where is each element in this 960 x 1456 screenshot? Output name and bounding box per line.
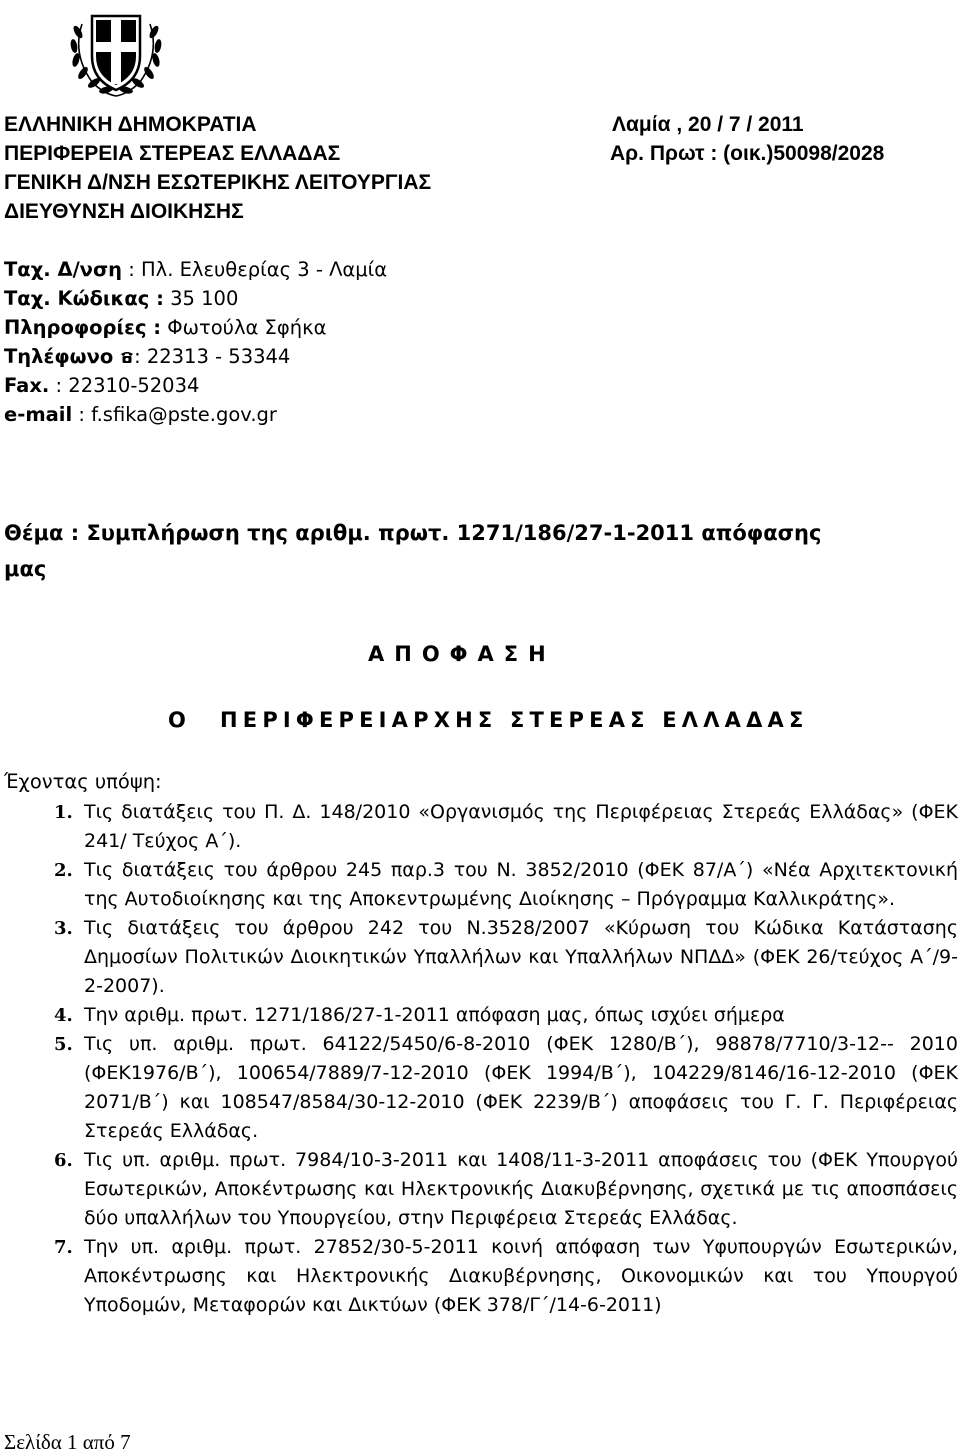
decision-issuer-article: Ο <box>168 708 186 732</box>
coat-of-arms-icon <box>62 4 170 100</box>
issuer-header <box>4 110 431 226</box>
contact-address <box>4 255 387 284</box>
contact-email <box>4 400 387 429</box>
item-text: Τις διατάξεις του άρθρου 245 παρ.3 του Ν. 3852/2010 (ΦΕΚ 87/Α΄) «Νέα Αρχιτεκτονική της Αυτοδιοίκησης και της Αποκεντρωμένης Διοίκησης – Πρόγραμμα Καλλικράτης». <box>84 859 958 910</box>
list-item <box>0 1001 960 1030</box>
contact-block <box>4 255 387 429</box>
header-line-general-directorate: ΓΕΝΙΚΗ Δ/ΝΣΗ ΕΣΩΤΕΡΙΚΗΣ ΛΕΙΤΟΥΡΓΙΑΣ <box>4 171 432 194</box>
subject-block <box>4 515 821 587</box>
item-number: 7. <box>54 1237 73 1258</box>
decision-title: ΑΠΟΦΑΣΗ <box>368 642 556 666</box>
item-number: 4. <box>54 1005 73 1026</box>
info-value: Φωτούλα Σφήκα <box>161 316 327 339</box>
postcode-label: Ταχ. Κώδικας : <box>4 287 164 310</box>
address-value: : Πλ. Ελευθερίας 3 - Λαμία <box>122 258 388 281</box>
phone-value: : 22313 - 53344 <box>134 345 291 368</box>
item-number: 6. <box>54 1150 73 1171</box>
contact-info <box>4 313 387 342</box>
item-text: Την αριθμ. πρωτ. 1271/186/27-1-2011 απόφαση μας, όπως ισχύει σήμερα <box>84 1004 785 1026</box>
contact-postcode <box>4 284 387 313</box>
item-text: Την υπ. αριθμ. πρωτ. 27852/30-5-2011 κοινή απόφαση των Υφυπουργών Εσωτερικών, Αποκέντρωσης και Ηλεκτρονικής Διακυβέρνησης, Οικονομικών και του Υπουργού Υποδομών, Μεταφορών και Δικτύων (ΦΕΚ 378/Γ΄/14-6-2011) <box>84 1236 958 1316</box>
header-line-region: ΠΕΡΙΦΕΡΕΙΑ ΣΤΕΡΕΑΣ ΕΛΛΑΔΑΣ <box>4 142 341 165</box>
phone-label: Τηλέφωνο <box>4 345 121 368</box>
item-text: Τις υπ. αριθμ. πρωτ. 64122/5450/6-8-2010 (ΦΕΚ 1280/Β΄), 98878/7710/3-12-- 2010 (ΦΕΚ1976/Β΄), 100654/7889/7-12-2010 (ΦΕΚ 1994/Β΄), 104229/8146/16-12-2010 (ΦΕΚ 2071/Β΄) και 108547/8584/30-12-2010 (ΦΕΚ 2239/Β΄) αποφάσεις του Γ. Γ. Περιφέρειας Στερεάς Ελλάδας. <box>84 1033 958 1142</box>
header-line-directorate: ΔΙΕΥΘΥΝΣΗ ΔΙΟΙΚΗΣΗΣ <box>4 200 244 223</box>
list-item <box>0 798 960 856</box>
fax-label: Fax. <box>4 374 50 397</box>
list-item <box>0 856 960 914</box>
place-date: Λαμία , 20 / 7 / 2011 <box>612 113 804 136</box>
item-number: 5. <box>54 1034 73 1055</box>
email-value: : f.sfika@pste.gov.gr <box>72 403 277 426</box>
phone-icon <box>120 350 134 364</box>
email-label: e-mail <box>4 403 73 426</box>
page-number: Σελίδα 1 από 7 <box>4 1430 131 1454</box>
considerations-list <box>0 798 960 1320</box>
item-text: Τις διατάξεις του άρθρου 242 του Ν.3528/2007 «Κύρωση του Κώδικα Κατάστασης Δημοσίων Πολιτικών Διοικητικών Υπαλλήλων και Υπαλλήλων ΝΠΔΔ» (ΦΕΚ 26/τεύχος Α΄/9-2-2007). <box>84 917 958 997</box>
item-text: Τις διατάξεις του Π. Δ. 148/2010 «Οργανισμός της Περιφέρειας Στερεάς Ελλάδας» (ΦΕΚ 241/ Τεύχος Α΄). <box>84 801 958 852</box>
protocol-number: Αρ. Πρωτ : (οικ.)50098/2028 <box>610 142 885 165</box>
list-item <box>0 914 960 1001</box>
item-text: Τις υπ. αριθμ. πρωτ. 7984/10-3-2011 και 1408/11-3-2011 αποφάσεις του (ΦΕΚ Υπουργού Εσωτερικών, Αποκέντρωσης και Ηλεκτρονικής Διακυβέρνησης, σχετικά με τις αποσπάσεις δύο υπαλλήλων του Υπουργείου, στην Περιφέρεια Στερεάς Ελλάδας. <box>84 1149 958 1229</box>
item-number: 2. <box>54 860 73 881</box>
decision-issuer: ΠΕΡΙΦΕΡΕΙΑΡΧΗΣ ΣΤΕΡΕΑΣ ΕΛΛΑΔΑΣ <box>220 708 809 732</box>
postcode-value: 35 100 <box>163 287 239 310</box>
info-label: Πληροφορίες : <box>4 316 162 339</box>
address-label: Ταχ. Δ/νση <box>4 258 123 281</box>
list-item <box>0 1030 960 1146</box>
list-item <box>0 1233 960 1320</box>
subject-line-2: μας <box>4 557 47 581</box>
list-item <box>0 1146 960 1233</box>
considering-heading: Έχοντας υπόψη: <box>4 770 162 793</box>
date-protocol-block <box>610 110 884 168</box>
contact-phone <box>4 342 387 371</box>
header-line-republic: ΕΛΛΗΝΙΚΗ ΔΗΜΟΚΡΑΤΙΑ <box>4 113 257 136</box>
item-number: 1. <box>54 802 73 823</box>
contact-fax <box>4 371 387 400</box>
subject-line-1: Θέμα : Συμπλήρωση της αριθμ. πρωτ. 1271/186/27-1-2011 απόφασης <box>4 521 822 545</box>
item-number: 3. <box>54 918 73 939</box>
fax-value: : 22310-52034 <box>49 374 200 397</box>
